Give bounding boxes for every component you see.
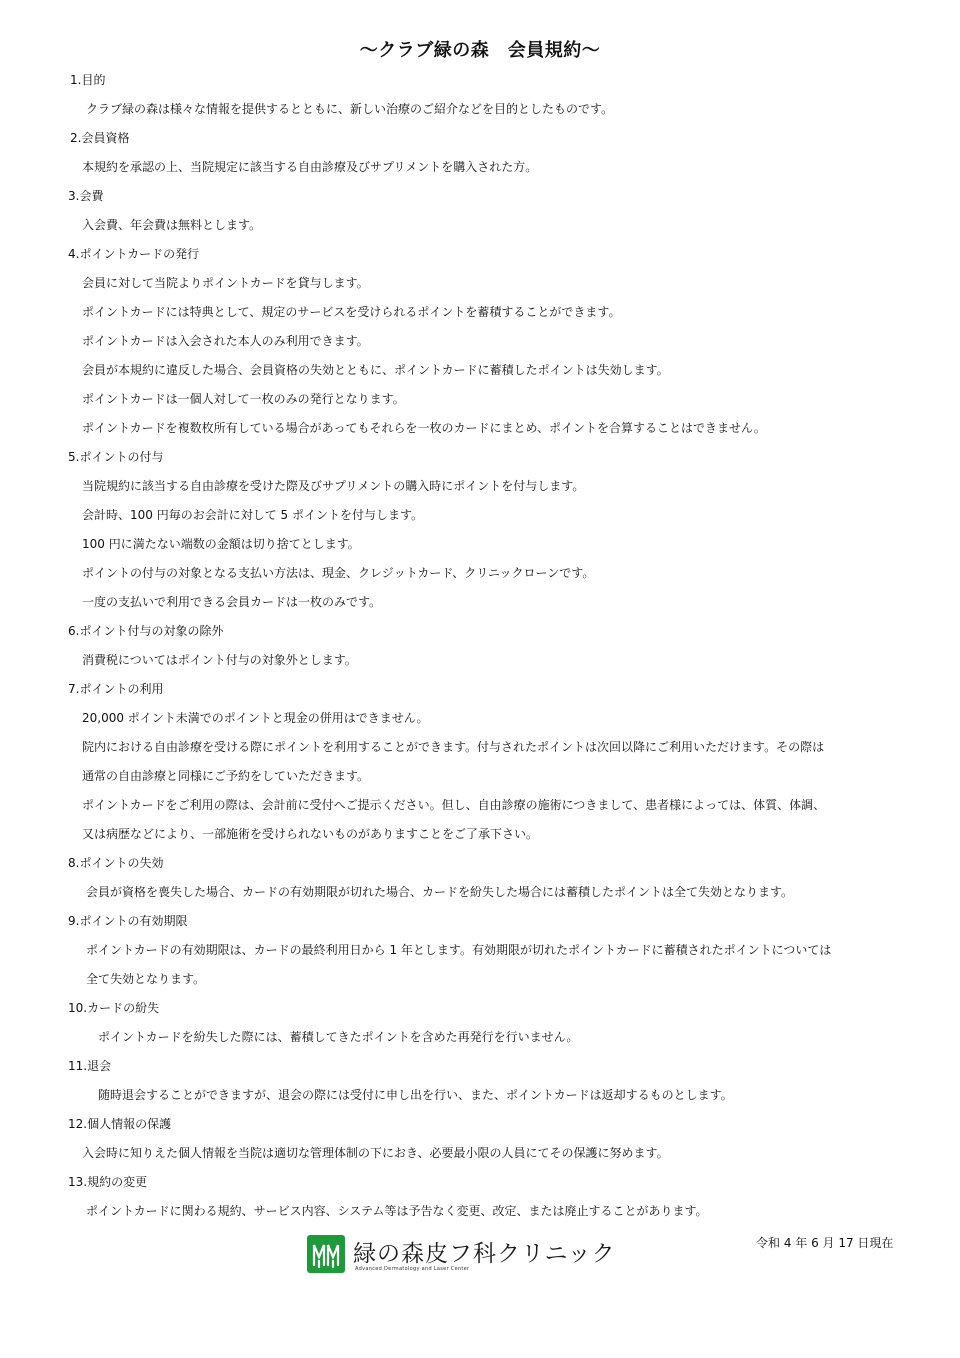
section-text: 100 円に満たない端数の金額は切り捨てとします。 (82, 537, 360, 551)
section-text: 消費税についてはポイント付与の対象外とします。 (82, 653, 357, 667)
page-title: ～クラブ緑の森 会員規約～ (359, 40, 601, 61)
section-text: 全て失効となります。 (86, 972, 206, 986)
section-heading: 7.ポイントの利用 (68, 682, 164, 696)
section-heading: 4.ポイントカードの発行 (68, 247, 200, 261)
section-heading: 3.会費 (68, 189, 104, 203)
section-heading: 2.会員資格 (70, 131, 130, 145)
clinic-name: 緑の森皮フ科クリニック (353, 1241, 616, 1267)
section-text: 会員に対して当院よりポイントカードを貸与します。 (82, 276, 369, 290)
section-text: ポイントカードの有効期限は、カードの最終利用日から 1 年とします。有効期限が切れたポイントカードに蓄積されたポイントについては (86, 943, 832, 957)
section-text: ポイントカードを紛失した際には、蓄積してきたポイントを含めた再発行を行いません。 (98, 1030, 579, 1044)
section-text: 会計時、100 円毎のお会計に対して 5 ポイントを付与します。 (82, 508, 424, 522)
section-heading: 13.規約の変更 (68, 1175, 148, 1189)
clinic-logo (307, 1235, 616, 1277)
section-text: ポイントカードをご利用の際は、会計前に受付へご提示ください。但し、自由診療の施術につきまして、患者様によっては、体質、体調、 (82, 798, 826, 812)
section-text: 20,000 ポイント未満でのポイントと現金の併用はできません。 (82, 711, 429, 725)
section-text: 院内における自由診療を受ける際にポイントを利用することができます。付与されたポイントは次回以降にご利用いただけます。その際は (82, 740, 825, 754)
section-heading: 10.カードの紛失 (68, 1001, 160, 1015)
section-text: クラブ緑の森は様々な情報を提供するとともに、新しい治療のご紹介などを目的としたものです。 (86, 102, 614, 116)
section-heading: 9.ポイントの有効期限 (68, 914, 188, 928)
section-text: 一度の支払いで利用できる会員カードは一枚のみです。 (82, 595, 382, 609)
section-text: 会員が本規約に違反した場合、会員資格の失効とともに、ポイントカードに蓄積したポイントは失効します。 (82, 363, 669, 377)
section-heading: 5.ポイントの付与 (68, 450, 164, 464)
section-text: 入会費、年会費は無料とします。 (82, 218, 262, 232)
section-heading: 12.個人情報の保護 (68, 1117, 172, 1131)
section-text: 又は病歴などにより、一部施術を受けられないものがありますことをご了承下さい。 (82, 827, 539, 841)
section-text: 会員が資格を喪失した場合、カードの有効期限が切れた場合、カードを紛失した場合には蓄積したポイントは全て失効となります。 (86, 885, 794, 899)
section-text: ポイントカードに関わる規約、サービス内容、システム等は予告なく変更、改定、または廃止することがあります。 (86, 1204, 708, 1218)
section-heading: 1.目的 (70, 73, 106, 87)
clinic-subtitle: Advanced Dermatology and Laser Center (355, 1266, 470, 1272)
clinic-logo-mark-icon (307, 1235, 345, 1273)
effective-date: 令和 4 年 6 月 17 日現在 (756, 1236, 894, 1250)
section-text: 当院規約に該当する自由診療を受けた際及びサプリメントの購入時にポイントを付与します。 (82, 479, 585, 493)
section-text: 随時退会することができますが、退会の際には受付に申し出を行い、また、ポイントカードは返却するものとします。 (98, 1088, 733, 1102)
section-text: 通常の自由診療と同様にご予約をしていただきます。 (82, 769, 370, 783)
section-text: ポイントカードは一個人対して一枚のみの発行となります。 (82, 392, 405, 406)
section-heading: 8.ポイントの失効 (68, 856, 164, 870)
section-text: 本規約を承認の上、当院規定に該当する自由診療及びサプリメントを購入された方。 (82, 160, 538, 174)
section-text: ポイントカードは入会された本人のみ利用できます。 (82, 334, 369, 348)
section-text: 入会時に知りえた個人情報を当院は適切な管理体制の下におき、必要最小限の人員にてその保護に努めます。 (82, 1146, 669, 1160)
section-text: ポイントカードには特典として、規定のサービスを受けられるポイントを蓄積することができます。 (82, 305, 621, 319)
section-heading: 11.退会 (68, 1059, 112, 1073)
section-text: ポイントの付与の対象となる支払い方法は、現金、クレジットカード、クリニックローンです。 (82, 566, 595, 580)
section-heading: 6.ポイント付与の対象の除外 (68, 624, 224, 638)
section-text: ポイントカードを複数枚所有している場合があってもそれらを一枚のカードにまとめ、ポイントを合算することはできません。 (82, 421, 766, 435)
